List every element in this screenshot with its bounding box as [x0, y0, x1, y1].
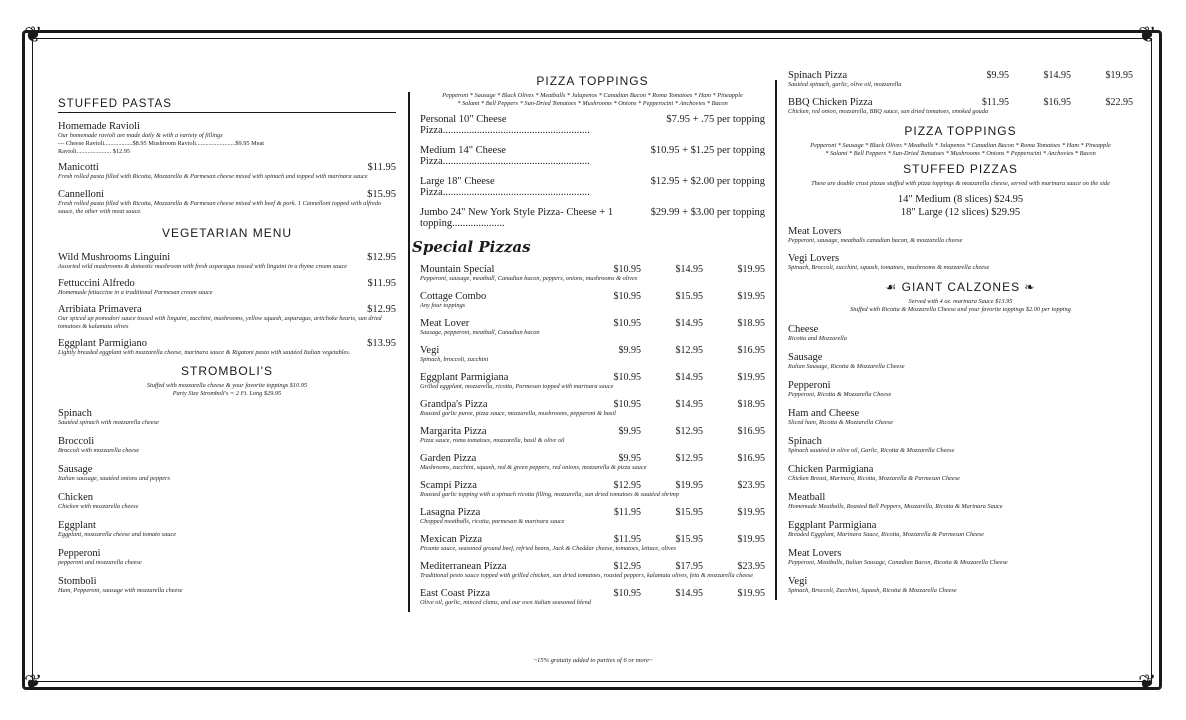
item-price: $12.95 — [613, 480, 641, 491]
item-row — [420, 318, 765, 329]
menu-item — [788, 408, 1133, 427]
item-name: Manicotti — [58, 162, 99, 173]
item-description: Spinach, broccoli, zucchini — [420, 356, 489, 363]
item-name: Lasagna Pizza — [420, 507, 481, 518]
item-name: Chicken Parmigiana — [788, 464, 874, 475]
item-description: Chicken Breast, Marinara, Ricotta, Mozzarella & Parmesan Cheese — [788, 475, 960, 482]
item-price: $19.95 — [675, 480, 703, 491]
item-description: Our homemade ravioli are made daily & with a variety of fillings — [58, 132, 223, 139]
item-row — [788, 520, 1133, 531]
price-group — [579, 264, 765, 275]
toppings-list: Pepperoni * Sausage * Black Olives * Meatballs * Jalapenos * Canadian Bacon * Roma Tomatoes * Ham * Pineapple — [810, 142, 1111, 149]
item-description: Sautéed spinach, garlic, olive oil, mozzarella — [788, 81, 902, 88]
item-name: Stomboli — [58, 576, 97, 587]
column-divider — [775, 80, 777, 600]
item-name: Grandpa's Pizza — [420, 399, 488, 410]
price-group — [579, 453, 765, 464]
menu-item — [788, 548, 1133, 567]
item-description: Sliced ham, Ricotta & Mozzarella Cheese — [788, 419, 894, 426]
item-price: $10.95 — [613, 372, 641, 383]
item-row — [788, 226, 1133, 237]
pizza-item — [420, 588, 765, 607]
item-name: Fettuccini Alfredo — [58, 278, 135, 289]
item-name: Homemade Ravioli — [58, 121, 140, 132]
section-heading: GIANT CALZONES — [901, 280, 1021, 294]
item-description: Homemade fettuccine in a traditional Parmesan cream sauce — [58, 289, 213, 296]
swirl-icon: ☙ — [885, 280, 898, 294]
menu-item — [58, 278, 396, 297]
item-name: Sausage — [788, 352, 823, 363]
price-group — [579, 345, 765, 356]
item-price: $14.95 — [675, 399, 703, 410]
item-description: Breaded Eggplant, Marinara Sauce, Ricotta, Mozzarella & Parmesan Cheese — [788, 531, 984, 538]
item-row — [788, 576, 1133, 587]
menu-item — [788, 492, 1133, 511]
item-name: Cottage Combo — [420, 291, 487, 302]
item-name: Mexican Pizza — [420, 534, 483, 545]
item-row — [788, 436, 1133, 447]
calzone-note: Served with 4 oz. marinara Sauce $13.95 — [908, 298, 1013, 305]
item-name: Scampi Pizza — [420, 480, 477, 491]
item-name: Vegi Lovers — [788, 253, 840, 264]
item-description: Roasted garlic puree, pizza sauce, mozzarella, mushrooms, pepperoni & basil — [420, 410, 616, 417]
item-description: Lightly breaded eggplant with mozzarella cheese, marinara sauce & Rigatoni pasta with sautéed Italian vegetables. — [58, 349, 351, 356]
special-pizzas-heading: Special Pizzas — [412, 238, 531, 256]
price-group — [579, 534, 765, 545]
item-description: Chicken with mozzarella cheese — [58, 503, 139, 510]
item-name: Arribiata Primavera — [58, 304, 142, 315]
item-price: $15.95 — [675, 291, 703, 302]
price-group — [579, 318, 765, 329]
item-price: $9.95 — [618, 453, 641, 464]
item-price: $19.95 — [737, 534, 765, 545]
item-name: Pepperoni — [788, 380, 831, 391]
item-row — [420, 291, 765, 302]
item-row — [788, 464, 1133, 475]
item-row — [420, 426, 765, 437]
section-heading: PIZZA TOPPINGS — [536, 74, 649, 88]
item-name: Meat Lovers — [788, 226, 842, 237]
item-row — [58, 464, 396, 475]
menu-item — [788, 436, 1133, 455]
item-name: Spinach — [788, 436, 822, 447]
swirl-icon: ❧ — [1024, 280, 1036, 294]
pizza-size-row — [420, 176, 765, 198]
item-price: $14.95 — [1043, 70, 1071, 81]
item-description: Assorted wild mushrooms & domestic mushroom with fresh asparagus tossed with linguini in a thyme cream sauce — [58, 263, 348, 270]
pizza-size-name: Medium 14" Cheese Pizza........................................................ — [420, 145, 590, 167]
item-name: Meat Lovers — [788, 548, 842, 559]
pizza-item — [420, 372, 765, 391]
pizza-item — [420, 291, 765, 310]
item-row — [420, 534, 765, 545]
menu-item — [788, 380, 1133, 399]
item-row — [58, 338, 396, 349]
item-price: $12.95 — [675, 345, 703, 356]
price-group — [579, 291, 765, 302]
item-description: Spinach, Broccoli, zucchini, squash, tomatoes, mushrooms & mozzarella cheese — [788, 264, 990, 271]
item-price: $9.95 — [618, 345, 641, 356]
middle-column — [412, 70, 765, 615]
item-price: $10.95 — [613, 318, 641, 329]
item-row — [58, 304, 396, 315]
right-column — [788, 70, 1133, 604]
item-price: $19.95 — [737, 588, 765, 599]
pizza-item — [420, 534, 765, 553]
pizza-size-row — [420, 207, 765, 229]
pizza-item — [420, 264, 765, 283]
price-group — [579, 507, 765, 518]
item-row — [58, 520, 396, 531]
item-row — [788, 70, 1133, 81]
pizza-item — [420, 345, 765, 364]
item-description: Olive oil, garlic, minced clams, and our own italian seasoned blend — [420, 599, 591, 606]
menu-item — [58, 252, 396, 271]
menu-item — [58, 121, 396, 156]
item-price: $23.95 — [737, 561, 765, 572]
item-row — [58, 278, 396, 289]
section-heading: STROMBOLI'S — [181, 364, 273, 378]
item-description: Pepperoni, sausage, meatballs canadian bacon, & mozzarella cheese — [788, 237, 963, 244]
item-price: $15.95 — [675, 534, 703, 545]
item-price: $19.95 — [737, 264, 765, 275]
item-price: $10.95 — [613, 588, 641, 599]
pizza-size-name: Jumbo 24" New York Style Pizza- Cheese + 1 topping.................... — [420, 207, 614, 229]
menu-item — [58, 464, 396, 483]
ravioli-prices: — Cheese Ravioli..................$8.95 Mushroom Ravioli.........................$9.95 Meat — [58, 140, 265, 147]
toppings-list: Pepperoni * Sausage * Black Olives * Meatballs * Jalapenos * Canadian Bacon * Roma Tomatoes * Ham * Pineapple — [442, 92, 743, 99]
item-price: $11.95 — [613, 534, 641, 545]
item-price: $19.95 — [1105, 70, 1133, 81]
item-row — [58, 576, 396, 587]
item-description: Traditional pesto sauce topped with grilled chicken, sun dried tomatoes, roasted peppers, kalamata olives, feta & mozzarella cheese — [420, 572, 754, 579]
item-price: $19.95 — [737, 507, 765, 518]
item-description: Fresh rolled pasta filled with Ricotta, Mozzarella & Parmesan cheese mixed with beef & pork. 1 Cannelloni topped with alfredo sauce, the other with meat sauce. — [58, 200, 382, 215]
toppings-list: * Salami * Bell Peppers * Sun-Dried Tomatoes * Mushrooms * Onions * Pepperocini * Anchovies * Bacon — [825, 150, 1096, 157]
pizza-size-name: Large 18" Cheese Pizza........................................................ — [420, 176, 590, 198]
item-name: Broccoli — [58, 436, 95, 447]
item-name: Vegi — [788, 576, 808, 587]
pizza-item — [420, 453, 765, 472]
menu-item — [58, 548, 396, 567]
menu-item — [58, 576, 396, 595]
calzone-note: Stuffed with Ricotta & Mozzarella Cheese and your favorite toppings $2.00 per topping — [850, 306, 1071, 313]
item-price: $16.95 — [737, 345, 765, 356]
item-row — [788, 352, 1133, 363]
item-description: Broccoli with mozzarella cheese — [58, 447, 140, 454]
item-description: Ham, Pepperoni, sausage with mozzarella cheese — [58, 587, 183, 594]
item-description: Roasted garlic topping with a spinach ricotta filling, mozzarella, sun dried tomatoes & sautéed shrimp — [420, 491, 679, 498]
item-price: $11.95 — [981, 97, 1009, 108]
item-description: Pepperoni, sausage, meatball, Canadian bacon, peppers, onions, mushrooms & olives — [420, 275, 638, 282]
item-description: Sausage, pepperoni, meatball, Canadian bacon — [420, 329, 540, 336]
item-row — [420, 480, 765, 491]
toppings-list: * Salami * Bell Peppers * Sun-Dried Tomatoes * Mushrooms * Onions * Pepperocini * Anchovies * Bacon — [457, 100, 728, 107]
item-description: Italian Sausage, Ricotta & Mozzarella Cheese — [788, 363, 905, 370]
item-price: $15.95 — [675, 507, 703, 518]
item-price: $14.95 — [675, 588, 703, 599]
item-row — [788, 492, 1133, 503]
menu-item — [788, 253, 1133, 272]
item-price: $18.95 — [737, 318, 765, 329]
item-name: Chicken — [58, 492, 93, 503]
pizza-size-row — [420, 114, 765, 136]
calzone-heading — [788, 280, 1133, 294]
item-description: pepperoni and mozzarella cheese — [58, 559, 142, 566]
item-row — [58, 189, 396, 200]
item-price: $15.95 — [367, 189, 396, 200]
section-heading: STUFFED PASTAS — [58, 98, 396, 113]
corner-ornament-icon: ❦ — [1138, 22, 1157, 47]
stromboli-note: Stuffed with mozzarella cheese & your favorite toppings $10.95 — [146, 382, 308, 389]
menu-item — [788, 226, 1133, 245]
price-group — [579, 480, 765, 491]
corner-ornament-icon: ❦ — [24, 670, 43, 695]
menu-item — [788, 324, 1133, 343]
corner-ornament-icon: ❦ — [24, 22, 43, 47]
item-name: Eggplant Parmigiana — [420, 372, 509, 383]
menu-item — [58, 492, 396, 511]
item-name: East Coast Pizza — [420, 588, 490, 599]
pizza-item — [420, 507, 765, 526]
item-description: Mushrooms, zucchini, squash, red & green peppers, red onions, mozzarella & pizza sauce — [420, 464, 647, 471]
item-row — [420, 507, 765, 518]
menu-item — [788, 520, 1133, 539]
item-price: $12.95 — [613, 561, 641, 572]
item-description: Pizza sauce, roma tomatoes, mozzarella, basil & olive oil — [420, 437, 565, 444]
item-price: $17.95 — [675, 561, 703, 572]
pizza-size-name: Personal 10" Cheese Pizza........................................................ — [420, 114, 590, 136]
stuffed-size: 18" Large (12 slices) $29.95 — [900, 207, 1021, 218]
item-description: Spinach sautéed in olive oil, Garlic, Ricotta & Mozzarella Cheese — [788, 447, 955, 454]
section-heading: VEGETARIAN MENU — [161, 226, 293, 240]
item-row — [420, 588, 765, 599]
item-price: $9.95 — [986, 70, 1009, 81]
item-description: Spinach, Broccoli, Zucchini, Squash, Ricotta & Mozzarella Cheese — [788, 587, 957, 594]
item-row — [788, 548, 1133, 559]
item-row — [420, 372, 765, 383]
item-price: $14.95 — [675, 264, 703, 275]
item-price: $23.95 — [737, 480, 765, 491]
item-name: Cannelloni — [58, 189, 105, 200]
menu-item — [788, 464, 1133, 483]
menu-item — [58, 189, 396, 216]
item-description: Ricotta and Mozzarella — [788, 335, 847, 342]
menu-item — [58, 436, 396, 455]
item-price: $12.95 — [367, 252, 396, 263]
item-price: $19.95 — [737, 372, 765, 383]
item-row — [420, 561, 765, 572]
item-price: $13.95 — [367, 338, 396, 349]
corner-ornament-icon: ❦ — [1138, 670, 1157, 695]
item-price: $14.95 — [675, 318, 703, 329]
pizza-item — [420, 318, 765, 337]
pizza-size-row — [420, 145, 765, 167]
item-price: $16.95 — [737, 453, 765, 464]
price-group — [947, 97, 1133, 108]
item-price: $16.95 — [1043, 97, 1071, 108]
pizza-item — [788, 97, 1133, 116]
item-name: BBQ Chicken Pizza — [788, 97, 873, 108]
item-price: $9.95 — [618, 426, 641, 437]
item-name: Vegi — [420, 345, 440, 356]
item-name: Meatball — [788, 492, 826, 503]
item-description: Sautéed spinach with mozzarella cheese — [58, 419, 159, 426]
item-row — [788, 253, 1133, 264]
price-group — [579, 399, 765, 410]
item-price: $14.95 — [675, 372, 703, 383]
menu-item — [58, 338, 396, 357]
item-row — [420, 399, 765, 410]
price-group — [947, 70, 1133, 81]
price-group — [579, 588, 765, 599]
item-name: Garden Pizza — [420, 453, 477, 464]
item-row — [788, 380, 1133, 391]
item-price: $18.95 — [737, 399, 765, 410]
item-description: Grilled eggplant, mozzarella, ricotta, Parmesan topped with marinara sauce — [420, 383, 614, 390]
stuffed-pizza-note: These are double crust pizzas stuffed with pizza toppings & mozzarella cheese, served with marinara sauce on the side — [811, 180, 1110, 187]
item-description: Chicken, red onion, mozzarella, BBQ sauce, sun dried tomatoes, smoked gouda — [788, 108, 989, 115]
item-row — [788, 408, 1133, 419]
item-description: Chopped meatballs, ricotta, parmesan & marinara sauce — [420, 518, 565, 525]
item-price: $10.95 — [613, 291, 641, 302]
item-description: Pepperoni, Meatballs, Italian Sausage, Canadian Bacon, Ricotta & Mozzarella Cheese — [788, 559, 1008, 566]
item-name: Eggplant — [58, 520, 96, 531]
pizza-size-price: $7.95 + .75 per topping — [666, 114, 765, 125]
pizza-item — [788, 70, 1133, 89]
item-price: $10.95 — [613, 399, 641, 410]
item-price: $11.95 — [613, 507, 641, 518]
pizza-item — [420, 480, 765, 499]
menu-item — [58, 408, 396, 427]
pizza-size-price: $10.95 + $1.25 per topping — [650, 145, 765, 156]
item-name: Eggplant Parmigiano — [58, 338, 147, 349]
menu-item — [58, 162, 396, 181]
item-price: $10.95 — [613, 264, 641, 275]
item-description: Eggplant, mozzarella cheese and tomato sauce — [58, 531, 176, 538]
item-description: Italian sausage, sautéed onions and peppers — [58, 475, 170, 482]
item-price: $12.95 — [675, 453, 703, 464]
item-name: Pepperoni — [58, 548, 101, 559]
item-row — [58, 436, 396, 447]
item-description: Picante sauce, seasoned ground beef, refried beans, Jack & Cheddar cheese, tomatoes, lettuce, olives — [420, 545, 677, 552]
item-row — [788, 97, 1133, 108]
menu-item — [788, 576, 1133, 595]
stromboli-note: Party Size Stromboli's = 2 Ft. Long $29.95 — [172, 390, 282, 397]
item-price: $11.95 — [367, 278, 396, 289]
item-name: Margarita Pizza — [420, 426, 487, 437]
pizza-item — [420, 561, 765, 580]
section-heading: PIZZA TOPPINGS — [904, 124, 1017, 138]
item-price: $19.95 — [737, 291, 765, 302]
price-group — [579, 372, 765, 383]
item-price: $12.95 — [675, 426, 703, 437]
item-description: Pepperoni, Ricotta & Mozzarella Cheese — [788, 391, 892, 398]
item-row — [58, 162, 396, 173]
item-price: $12.95 — [367, 304, 396, 315]
pizza-item — [420, 399, 765, 418]
item-price: $22.95 — [1105, 97, 1133, 108]
item-name: Ham and Cheese — [788, 408, 860, 419]
item-row — [420, 453, 765, 464]
item-name: Mountain Special — [420, 264, 495, 275]
item-name: Meat Lover — [420, 318, 470, 329]
item-description: Homemade Meatballs, Roasted Bell Peppers, Mozzarella, Ricotta & Marinara Sauce — [788, 503, 1003, 510]
item-row — [58, 408, 396, 419]
item-name: Mediterranean Pizza — [420, 561, 507, 572]
pizza-size-price: $29.99 + $3.00 per topping — [650, 207, 765, 218]
section-heading: STUFFED PIZZAS — [903, 162, 1018, 176]
left-column — [58, 94, 396, 604]
item-row — [58, 252, 396, 263]
menu-item — [58, 304, 396, 331]
column-divider — [408, 92, 410, 612]
menu-item — [58, 520, 396, 539]
price-group — [579, 426, 765, 437]
gratuity-note: ~15% gratuity added to parties of 6 or more~ — [533, 657, 653, 664]
item-description: Any four toppings — [420, 302, 466, 309]
price-group — [579, 561, 765, 572]
item-name: Eggplant Parmigiana — [788, 520, 877, 531]
item-row — [788, 324, 1133, 335]
item-row — [58, 492, 396, 503]
item-name: Cheese — [788, 324, 819, 335]
item-description: Fresh rolled pasta filled with Ricotta, Mozzarella & Parmesan cheese mixed with spinach and topped with marinara sauce — [58, 173, 368, 180]
item-name: Spinach Pizza — [788, 70, 848, 81]
item-row — [58, 548, 396, 559]
pizza-item — [420, 426, 765, 445]
stuffed-size: 14" Medium (8 slices) $24.95 — [897, 194, 1024, 205]
menu-item — [788, 352, 1133, 371]
item-name: Wild Mushrooms Linguini — [58, 252, 171, 263]
pizza-size-price: $12.95 + $2.00 per topping — [650, 176, 765, 187]
item-row — [420, 264, 765, 275]
item-description: Our spiced up pomodori sauce tossed with linguini, zucchini, mushrooms, yellow squash, asparagus, artichoke hearts, sun dried tomatoes & kalamata olives — [58, 315, 382, 330]
item-price: $11.95 — [367, 162, 396, 173]
item-name: Sausage — [58, 464, 93, 475]
item-name: Spinach — [58, 408, 92, 419]
item-row — [420, 345, 765, 356]
item-price: $16.95 — [737, 426, 765, 437]
ravioli-prices: Ravioli...................... $12.95 — [58, 148, 131, 155]
